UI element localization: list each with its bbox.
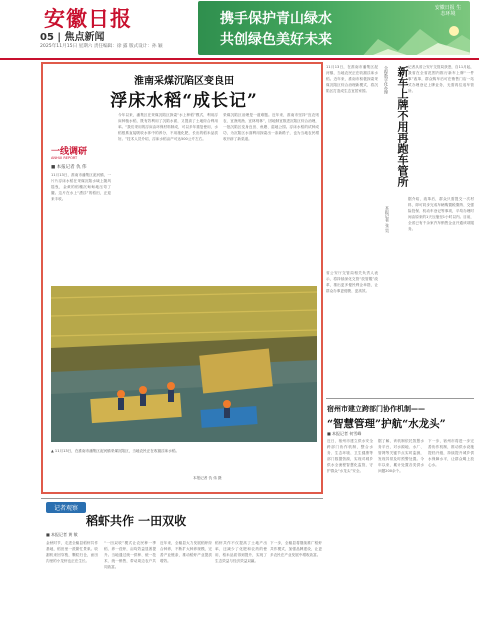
- photo-caption: ▲ 11月13日，在淮南市潘集区泥河镇采煤沉陷区，当地农民正在收割浮床水稻。: [51, 449, 180, 453]
- rice-shrimp-column-5: 下一步，全椒县将继续推广稻虾共作模式，加强品牌建设，让更多农民在产业发展中增收致富。: [270, 541, 322, 557]
- story-divider-bottom: [41, 498, 323, 499]
- right-story-column-d: 省公安厅交管局相关负责人表示，将持续深化交管“放管服”改革，推出更多便民利企举措，让群众办事更便捷、更高效。: [326, 271, 378, 293]
- story-lede: 11月13日，淮南市潘集区泥河镇，一片片浮床水稻在采煤沉陷水域上随风摇曳，金黄的稻穗沉甸甸地压弯了腰。这片在水上“漂浮”的稻田，正迎来丰收。: [51, 173, 111, 201]
- photo-credit: 本报记者 仇 伟 摄: [193, 476, 222, 480]
- right-story-column-a: 11月13日，在淮南市潘集区泥河镇，当地农民正在收割浮床水稻。近年来，淮南市积极探索采煤沉陷区综合治理新模式，将沉陷区打造成生态宜居家园。: [326, 65, 378, 93]
- rice-shrimp-column-1: 金秋时节，走进全椒县稻虾共作基地，稻田里一派繁忙景象。收割机来回穿梭，颗粒归仓，而田沟里的小龙虾也正在生长。: [46, 541, 98, 563]
- water-story-column-1: 近日，宿州市建立供水安全跨部门协作机制，整合水务、生态环境、卫生健康等部门数据资源，实现对城乡供水全流程智慧化监管，守护群众“水龙头”安全。: [327, 439, 373, 473]
- banner-line-2: 共创绿色美好未来: [220, 32, 332, 48]
- rice-shrimp-byline: ■ 本报记者 黄 敏: [46, 532, 78, 537]
- story-byline: ■ 本报记者 仇 伟: [51, 165, 87, 170]
- dateline: 2025年11月15日 星期六 责任编辑：徐 露 版式设计：孙 颖: [40, 44, 163, 49]
- story-column-3: 采煤沉陷区治理是一道难题。近年来，淮南市坚持“宜农则农、宜渔则渔、宜林则林”，因地制宜推进沉陷区综合治理，一批沉陷区变身良田、鱼塘、湿地公园。浮床水稻的试种成功，为沉陷区水面利用探索出一条新路子，也为当地农民增收开辟了新渠道。: [223, 113, 319, 141]
- water-story-column-2: 据了解，该机制依托智慧水务平台，对水源地、水厂、管网等关键节点实时监测，发现异常及时预警处置。今年以来，累计处置各类供水问题200余个。: [378, 439, 424, 473]
- newspaper-logo: 安徽日报: [44, 6, 132, 31]
- reporter-observation-tag: [46, 502, 86, 513]
- water-story-column-3: 下一步，宿州市将进一步完善协作机制，推动供水设施提档升级，持续提升城乡供水保障水平，让群众喝上放心水。: [428, 439, 474, 467]
- water-story-byline: ■ 本报记者 何雪峰: [327, 431, 362, 436]
- water-story-headline: “智慧管理”护航“水龙头”: [327, 418, 446, 430]
- right-story-column-b: 记者从省公安厅交管局获悉，自11月起，我省在全省范围内推行新车上牌“一件事”改革，群众购车后可在销售门店一站式办理登记上牌业务，无需再往返车管所。: [408, 65, 474, 93]
- water-story-kicker: 宿州市建立跨部门协作机制——: [327, 405, 425, 413]
- masthead-rule: [0, 58, 479, 60]
- ad-banner: [198, 1, 470, 55]
- right-story-byline: 本报记者 张 昊: [385, 206, 390, 233]
- story-kicker: 淮南采煤沉陷区变良田: [134, 76, 234, 87]
- reporter-observation-tag-text: 记者观察: [53, 505, 79, 512]
- masthead: [0, 0, 479, 58]
- story-headline: 浮床水稻“成长记”: [110, 91, 258, 111]
- rice-shrimp-column-2: “一田双收”模式让农民种一季稻、养一茬虾，亩均效益显著提升。当地通过统一供种、统一技术、统一销售，带动周边农户共同致富。: [104, 541, 156, 569]
- section-title: 05 | 焦点新闻: [40, 32, 105, 43]
- story-divider: [326, 398, 474, 399]
- rice-shrimp-column-4: 稻虾共作不仅提高了土地产出率，还减少了化肥和农药的使用，稻米品质得到提升，实现了生态效益与经济效益双赢。: [215, 541, 267, 563]
- banner-badge: 安徽日报 生态环境: [434, 5, 462, 17]
- story-column-2: 今年以来，潘集区在采煤沉陷区探索“水上种稻”模式，利用浮床种植水稻，既有效利用了沉陷水面，又提高了土地综合利用率。“我们采用的浮床由环保材料制成，可以多年重复使用，水稻根系直接吸收水体中的养分，不用施化肥，长出的稻米品质好。”技术人员介绍，浮床水稻亩产可达500公斤左右。: [118, 113, 218, 141]
- right-story-column-c: 据介绍，改革后，群众只需提交一次材料，即可同步完成车辆购置税缴纳、交强险投保、机动车登记等事项，平均办理时间由原来的1天压缩至1小时以内。目前，全省已有千余家汽车销售企业开通该项服务。: [408, 197, 474, 231]
- right-story-headline: 新车上牌不用再跑车管所: [396, 66, 409, 187]
- column-tag: 一线调研: [51, 147, 88, 157]
- banner-line-1: 携手保护青山绿水: [220, 11, 332, 27]
- rice-shrimp-column-3: 近年来，全椒县大力发展稻虾综合种养，不断扩大种养规模，完善产业链条，推动稻虾产业提质增效。: [160, 541, 212, 563]
- rice-harvest-photo: [51, 286, 317, 442]
- right-story-subtitle: 全程数字化办理: [384, 66, 389, 94]
- rice-shrimp-headline: 稻虾共作 一田双收: [86, 514, 187, 528]
- column-tag-sub: ANHUI REPORT: [51, 156, 78, 160]
- main-story-frame: [41, 62, 323, 494]
- hills-illustration-icon: [358, 21, 470, 55]
